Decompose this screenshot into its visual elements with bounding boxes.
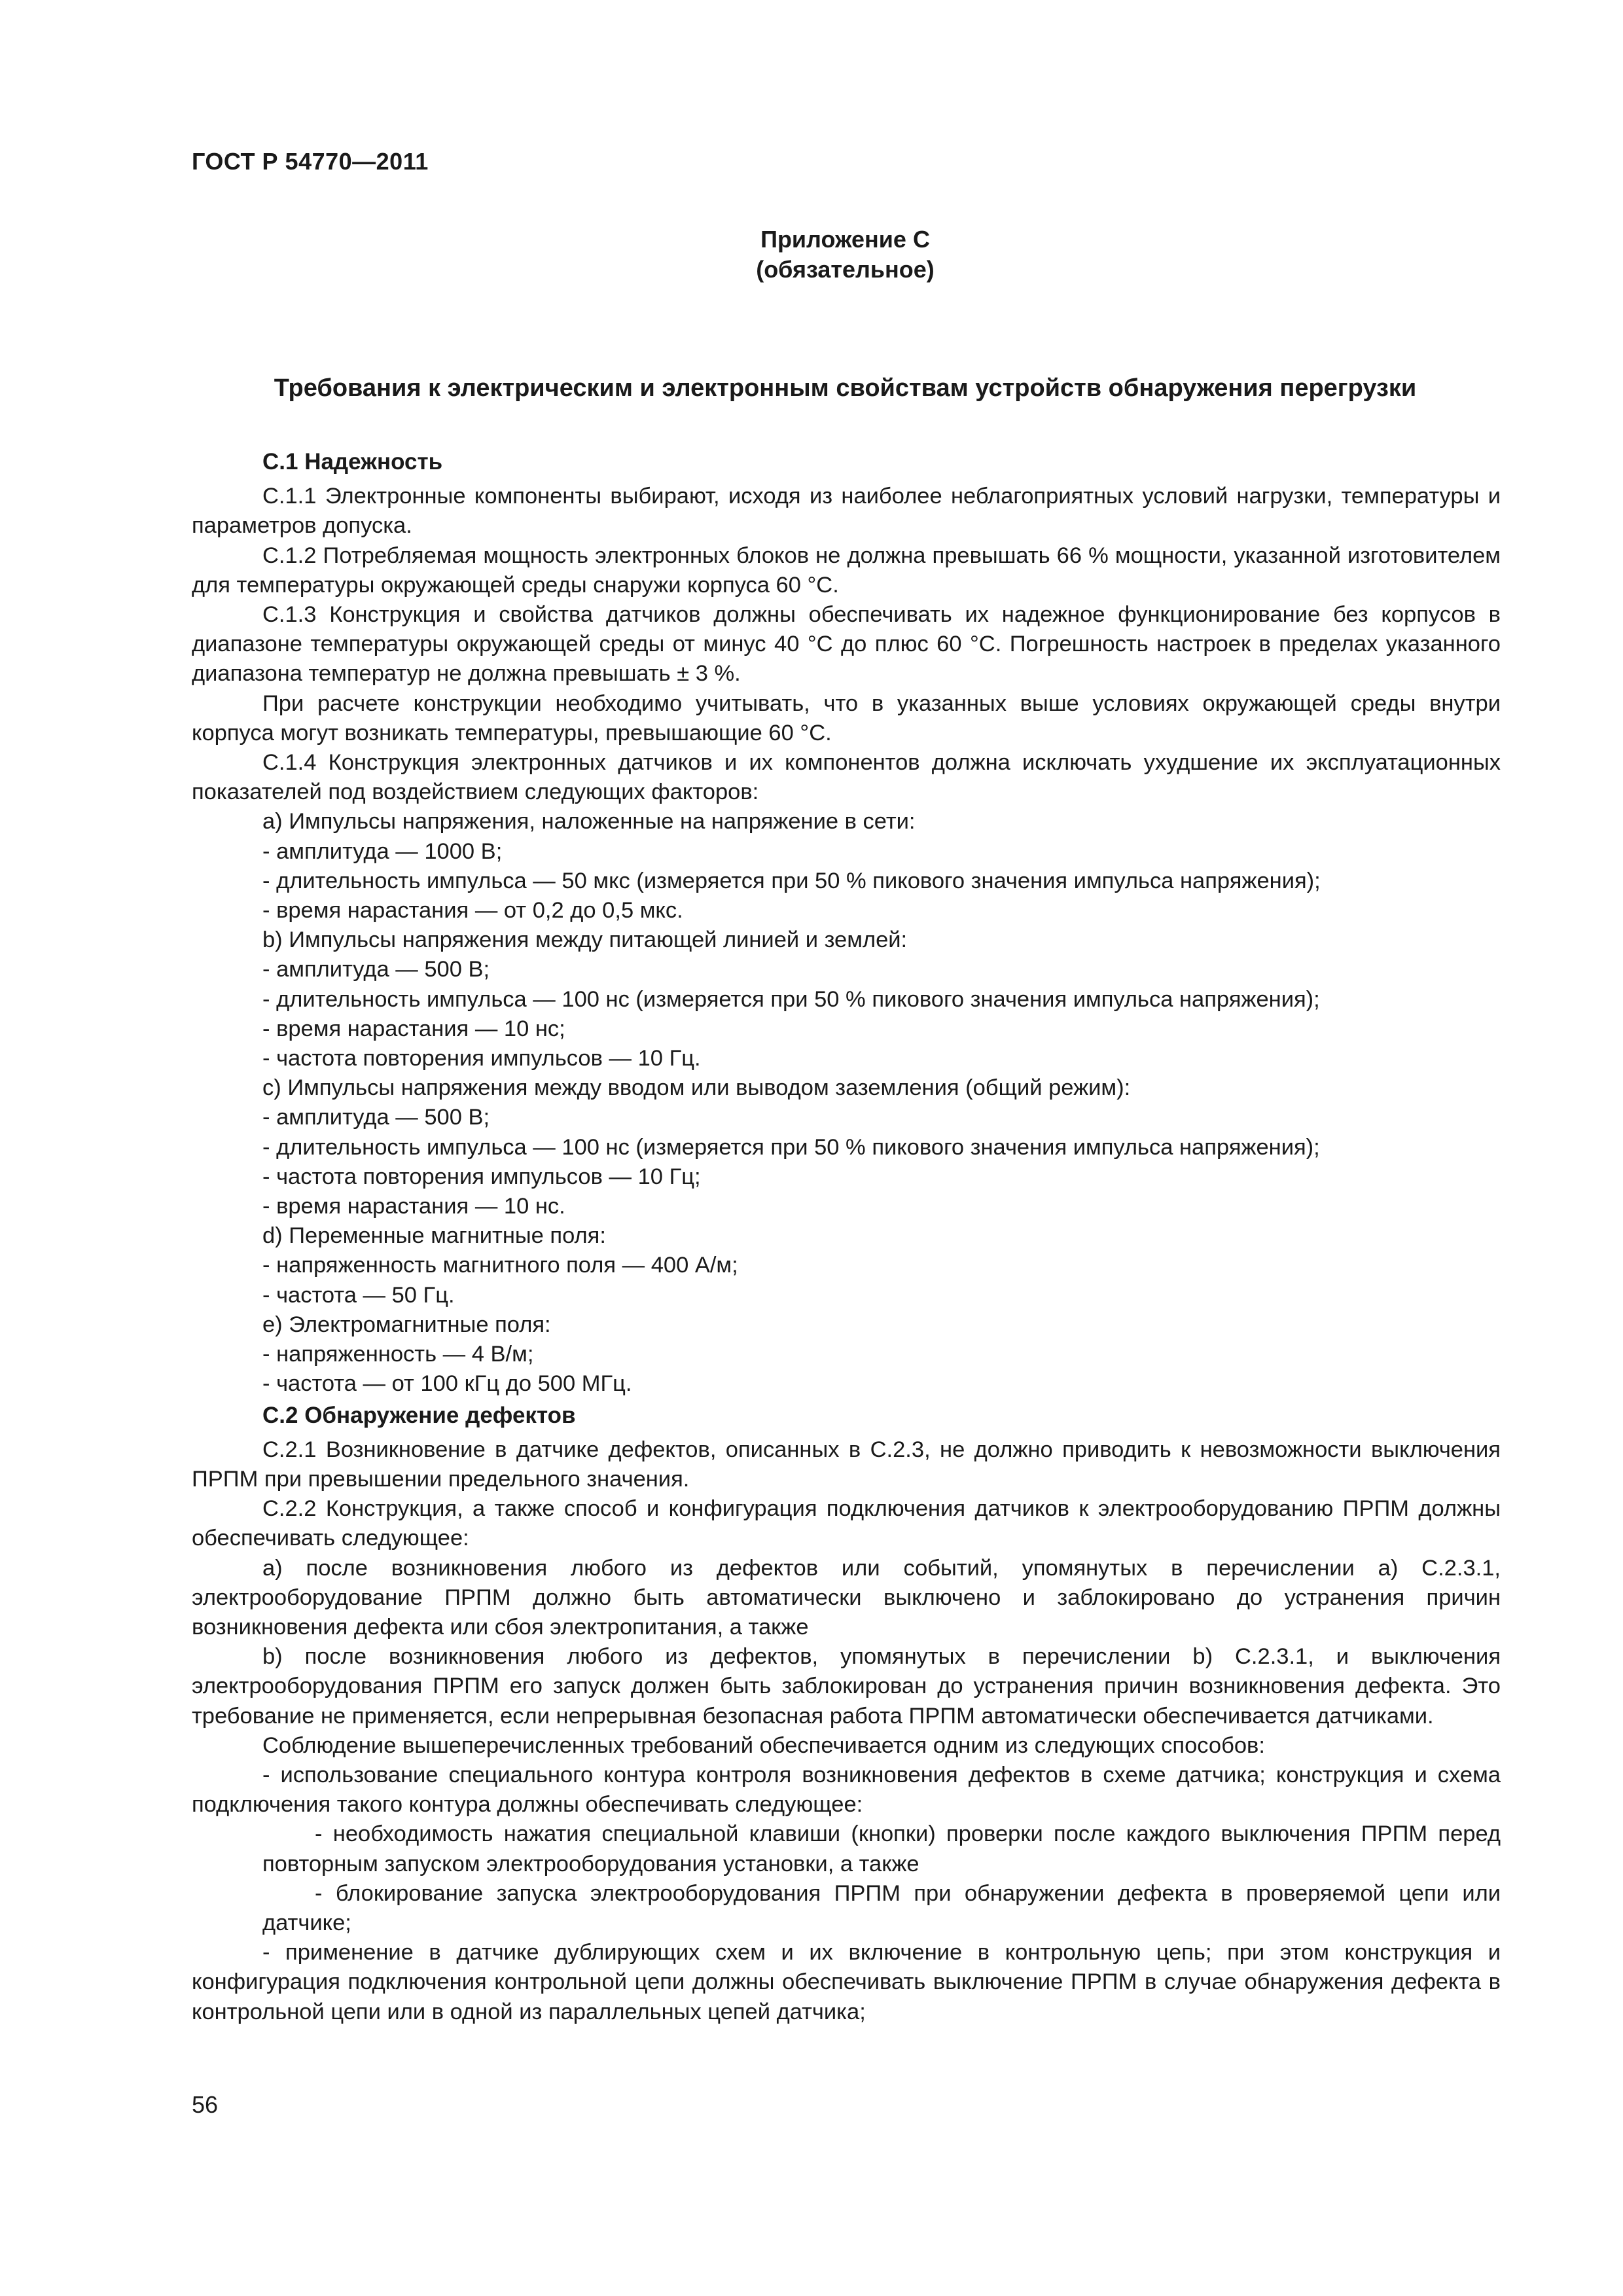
section-heading-c1: С.1 Надежность: [262, 449, 443, 475]
list-item: - частота — 50 Гц.: [262, 1282, 455, 1308]
paragraph-c1-3-note: При расчете конструкции необходимо учитывать, что в указанных выше условиях окружающей среды внутри корпуса могут возникать температуры, превышающие 60 °С.: [192, 691, 1501, 745]
paragraph-c1-2: С.1.2 Потребляемая мощность электронных блоков не должна превышать 66 % мощности, указанной изготовителем для температуры окружающей среды снаружи корпуса 60 °С.: [192, 543, 1501, 598]
list-item: - частота — от 100 кГц до 500 МГц.: [262, 1371, 632, 1397]
factor-list: [192, 807, 1501, 1399]
paragraph-c2-2-a: а) после возникновения любого из дефектов или событий, упомянутых в перечислении а) С.2.3.1, электрооборудование ПРПМ должно быть автоматически выключено и заблокировано до устранения причин возникновения дефекта или сбоя электропитания, а также: [192, 1555, 1501, 1640]
paragraph-c2-2-b: b) после возникновения любого из дефектов, упомянутых в перечислении b) С.2.3.1, и выключения электрооборудования ПРПМ его запуск должен быть заблокирован до устранения причин возникновения дефекта. Это требование не применяется, если непрерывная безопасная работа ПРПМ автоматически обеспечивается датчиками.: [192, 1644, 1501, 1729]
document-body: [192, 447, 1501, 2027]
paragraph-c2-1: С.2.1 Возникновение в датчике дефектов, описанных в С.2.3, не должно приводить к невозможности выключения ПРПМ при превышении предельного значения.: [192, 1437, 1501, 1492]
paragraph-method-1-sub-1: - необходимость нажатия специальной клавиши (кнопки) проверки после каждого выключения ПРПМ перед повторным запуском электрооборудования установки, а также: [262, 1821, 1501, 1876]
list-item: - время нарастания — от 0,2 до 0,5 мкс.: [262, 898, 683, 924]
section-heading-c2: С.2 Обнаружение дефектов: [262, 1402, 576, 1428]
list-item: - амплитуда — 500 В;: [262, 1105, 490, 1130]
page-number: 56: [192, 2091, 219, 2118]
list-item: - частота повторения импульсов — 10 Гц.: [262, 1046, 701, 1071]
list-item: b) Импульсы напряжения между питающей линией и землей:: [262, 927, 908, 953]
list-item: - длительность импульса — 50 мкс (измеряется при 50 % пикового значения импульса напряжения);: [262, 868, 1321, 893]
paragraph-method-2: - применение в датчике дублирующих схем и их включение в контрольную цепь; при этом конструкция и конфигурация подключения контрольной цепи должны обеспечивать выключение ПРПМ в случае обнаружения дефекта в контрольной цепи или в одной из параллельных цепей датчика;: [192, 1940, 1501, 2024]
paragraph-c2-2: С.2.2 Конструкция, а также способ и конфигурация подключения датчиков к электрооборудованию ПРПМ должны обеспечивать следующее:: [192, 1496, 1501, 1551]
annex-label: Приложение С: [760, 226, 930, 253]
annex-status: (обязательное): [756, 256, 935, 283]
list-item: - амплитуда — 1000 В;: [262, 838, 503, 864]
paragraph-c1-1: С.1.1 Электронные компоненты выбирают, исходя из наиболее неблагоприятных условий нагрузки, температуры и параметров допуска.: [192, 484, 1501, 539]
list-item: - длительность импульса — 100 нс (измеряется при 50 % пикового значения импульса напряжения);: [262, 986, 1320, 1012]
list-item: e) Электромагнитные поля:: [262, 1312, 551, 1337]
annex-heading: [192, 224, 1499, 285]
list-item: - напряженность — 4 В/м;: [262, 1342, 534, 1367]
list-item: a) Импульсы напряжения, наложенные на напряжение в сети:: [262, 809, 916, 834]
list-item: - время нарастания — 10 нс.: [262, 1194, 565, 1219]
list-item: - длительность импульса — 100 нс (измеряется при 50 % пикового значения импульса напряжения);: [262, 1134, 1320, 1160]
paragraph-method-1-sub-2: - блокирование запуска электрооборудования ПРПМ при обнаружении дефекта в проверяемой цепи или датчике;: [262, 1880, 1501, 1935]
paragraph-c1-3: С.1.3 Конструкция и свойства датчиков должны обеспечивать их надежное функционирование без корпусов в диапазоне температуры окружающей среды от минус 40 °С до плюс 60 °С. Погрешность настроек в пределах указанного диапазона температур не должна превышать ± 3 %.: [192, 602, 1501, 687]
list-item: - время нарастания — 10 нс;: [262, 1016, 565, 1041]
annex-title: Требования к электрическим и электронным свойствам устройств обнаружения перегрузки: [274, 374, 1417, 402]
list-item: d) Переменные магнитные поля:: [262, 1223, 606, 1249]
paragraph-c1-4: С.1.4 Конструкция электронных датчиков и их компонентов должна исключать ухудшение их эксплуатационных показателей под воздействием следующих факторов:: [192, 750, 1501, 805]
list-item: c) Импульсы напряжения между вводом или выводом заземления (общий режим):: [262, 1075, 1131, 1101]
paragraph-methods-intro: Соблюдение вышеперечисленных требований обеспечивается одним из следующих способов:: [262, 1732, 1265, 1758]
list-item: - частота повторения импульсов — 10 Гц;: [262, 1164, 701, 1189]
paragraph-method-1: - использование специального контура контроля возникновения дефектов в схеме датчика; конструкция и схема подключения такого контура должны обеспечивать следующее:: [192, 1762, 1501, 1818]
document-code: ГОСТ Р 54770—2011: [192, 148, 429, 175]
list-item: - амплитуда — 500 В;: [262, 957, 490, 982]
list-item: - напряженность магнитного поля — 400 А/м;: [262, 1253, 738, 1278]
